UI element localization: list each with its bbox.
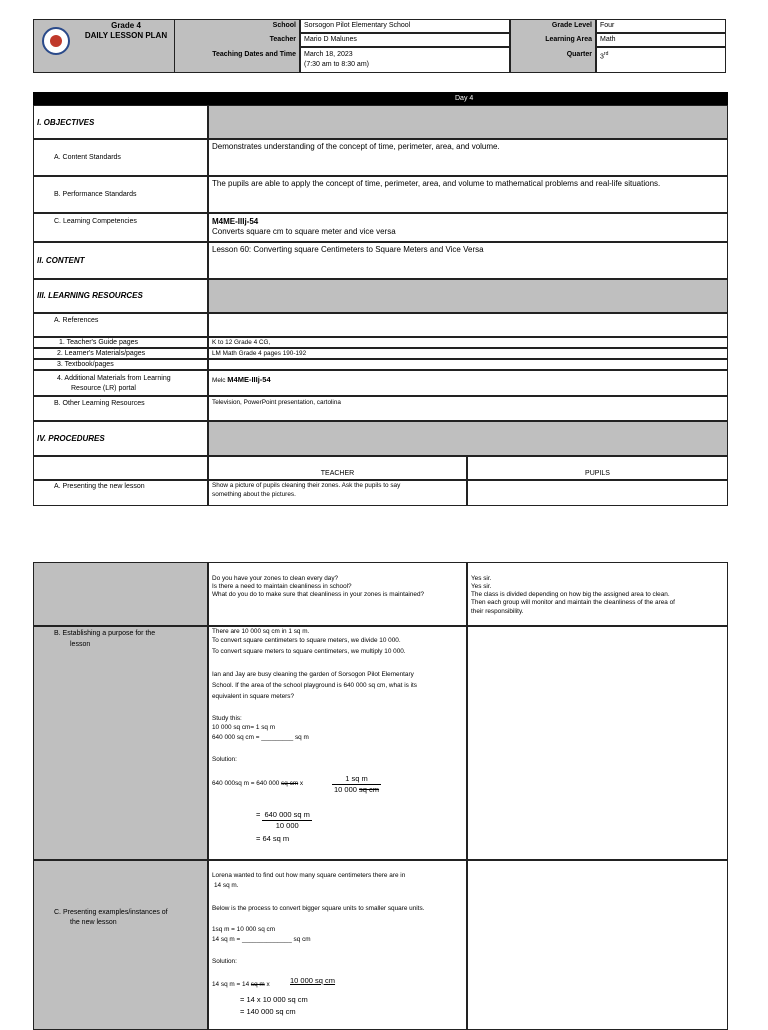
objectives-grey-row — [208, 105, 728, 139]
q3: What do you do to make sure that cleanliness in your zones is maintained? — [212, 591, 425, 598]
additional-code: M4ME-IIIj-54 — [227, 375, 271, 384]
b2: To convert square centimeters to square meters, we divide 10 000. — [212, 637, 401, 644]
row-resources-right — [208, 279, 728, 313]
c-fraction-num: 10 000 sq cm — [290, 976, 336, 985]
b-fraction — [332, 774, 381, 795]
school-label: School — [272, 22, 296, 29]
content-standards-value: Demonstrates understanding of the concept of time, perimeter, area, and volume. — [212, 142, 500, 151]
c5: 14 sq m = ______________ sq cm — [212, 936, 311, 943]
c9: = 140 000 sq cm — [240, 1007, 296, 1016]
quarter-cell — [596, 47, 726, 73]
references-label: A. References — [54, 317, 99, 324]
row-textbook-right — [208, 359, 728, 370]
c2: 14 sq m. — [214, 882, 239, 889]
additional-prefix: Melc — [212, 377, 226, 384]
a-label: A. Presenting the new lesson — [54, 483, 145, 490]
grade-level-label: Grade Level — [551, 22, 592, 29]
content-title: II. CONTENT — [37, 256, 85, 265]
p2-left-b — [33, 626, 208, 860]
c1: Lorena wanted to find out how many square centimeters there are in — [212, 872, 406, 879]
time-value: (7:30 am to 8:30 am) — [304, 61, 369, 68]
lm-value: LM Math Grade 4 pages 190-192 — [212, 350, 307, 357]
additional-value — [212, 376, 271, 385]
b11-x: x — [298, 780, 304, 787]
school-value: Sorsogon Pilot Elementary School — [304, 22, 411, 29]
performance-value: The pupils are able to apply the concept of time, perimeter, area, and volume to mathematical problems and real-life situations. — [212, 179, 661, 188]
lm-label: 2. Learner's Materials/pages — [57, 350, 146, 357]
p3: The class is divided depending on how big the assigned area to clean. — [471, 591, 670, 598]
a-teacher-2: something about the pictures. — [212, 491, 296, 498]
row-procedures-right — [208, 421, 728, 456]
p5: their responsibility. — [471, 608, 524, 615]
teacher-label: Teacher — [269, 36, 296, 43]
p4: Then each group will monitor and maintain the cleanliness of the area of — [471, 599, 675, 606]
c7-strike: sq m — [250, 981, 265, 988]
lesson-title: Lesson 60: Converting square Centimeters to Square Meters and Vice Versa — [212, 245, 484, 254]
content-standards-label: A. Content Standards — [54, 154, 121, 161]
quarter-sup: rd — [603, 51, 609, 57]
b4: Ian and Jay are busy cleaning the garden of Sorsogon Pilot Elementary — [212, 671, 414, 678]
competencies-label: C. Learning Competencies — [54, 218, 137, 225]
grade-level-cell — [596, 19, 726, 33]
b-frac-den-strike: sq cm — [359, 785, 380, 794]
c7 — [212, 981, 270, 989]
other-label: B. Other Learning Resources — [54, 400, 145, 407]
row-references-right — [208, 313, 728, 337]
c7-pre: 14 sq m = 14 — [212, 981, 251, 988]
grade-level-value: Four — [600, 22, 615, 29]
row-a-pupils — [467, 480, 728, 506]
b8: 10 000 sq cm= 1 sq m — [212, 724, 276, 731]
b10: Solution: — [212, 756, 237, 763]
additional-label-1: 4. Additional Materials from Learning — [57, 375, 171, 382]
additional-label-2: Resource (LR) portal — [71, 385, 136, 392]
b1: There are 10 000 sq cm in 1 sq m. — [212, 628, 310, 635]
dates-label: Teaching Dates and Time — [212, 51, 296, 58]
b12 — [256, 810, 312, 831]
c-label-1: C. Presenting examples/instances of — [54, 909, 168, 916]
p1: Yes sir. — [471, 575, 492, 582]
p2-left-c — [33, 860, 208, 1030]
b11-pre: 640 000sq m = 640 000 — [212, 780, 282, 787]
c-label-2: the new lesson — [70, 919, 117, 926]
q2: Is there a need to maintain cleanliness in school? — [212, 583, 352, 590]
procedures-title: IV. PROCEDURES — [37, 434, 105, 443]
other-value: Television, PowerPoint presentation, cartolina — [212, 399, 341, 406]
c3: Below is the process to convert bigger square units to smaller square units. — [212, 905, 425, 912]
learning-area-label: Learning Area — [545, 36, 592, 43]
competencies-code: M4ME-IIIj-54 — [212, 217, 259, 226]
b9: 640 000 sq cm = _________ sq m — [212, 734, 309, 741]
deped-seal-icon — [42, 27, 70, 55]
teacher-header: TEACHER — [320, 470, 355, 477]
teacher-value: Mario D Malunes — [304, 36, 357, 43]
row-additional-right — [208, 370, 728, 396]
pupils-header: PUPILS — [585, 470, 610, 477]
dates-value: March 18, 2023 — [304, 51, 353, 58]
plan-title: DAILY LESSON PLAN — [84, 31, 168, 40]
b12-num: 640 000 sq m — [264, 810, 310, 819]
learning-area-value: Math — [600, 36, 616, 43]
b7: Study this: — [212, 715, 242, 722]
b6: equivalent in square meters? — [212, 693, 295, 700]
p2-pupils-c — [467, 860, 728, 1030]
b5: School. If the area of the school playground is 640 000 sq cm, what is its — [212, 682, 417, 689]
p2-pupils-b — [467, 626, 728, 860]
c4: 1sq m = 10 000 sq cm — [212, 926, 276, 933]
performance-label: B. Performance Standards — [54, 191, 137, 198]
b-frac-num: 1 sq m — [332, 774, 381, 785]
c8: = 14 x 10 000 sq cm — [240, 995, 308, 1004]
b11 — [212, 780, 303, 788]
q1: Do you have your zones to clean every day? — [212, 575, 339, 582]
textbook-label: 3. Textbook/pages — [57, 361, 114, 368]
b12-den: 10 000 — [275, 821, 299, 830]
c6: Solution: — [212, 958, 237, 965]
row-headers-left — [33, 456, 208, 480]
b11-strike: sq cm — [281, 780, 299, 787]
b13: = 64 sq m — [256, 834, 290, 843]
grade-title: Grade 4 — [111, 21, 141, 30]
row-tg-right — [208, 337, 728, 348]
b3: To convert square meters to square centimeters, we multiply 10 000. — [212, 648, 406, 655]
p2-teacher-b — [208, 626, 467, 860]
competencies-value: Converts square cm to square meter and vice versa — [212, 227, 396, 236]
day-label: Day 4 — [455, 95, 474, 102]
c7-x: x — [264, 981, 270, 988]
p2-teacher-c — [208, 860, 467, 1030]
b-label-1: B. Establishing a purpose for the — [54, 630, 156, 637]
quarter-label: Quarter — [566, 51, 592, 58]
tg-value: K to 12 Grade 4 CG, — [212, 339, 271, 346]
p2: Yes sir. — [471, 583, 492, 590]
b-label-2: lesson — [70, 641, 91, 648]
quarter-value — [600, 50, 608, 61]
day-bar — [33, 92, 728, 105]
b-frac-den-pre: 10 000 — [334, 785, 360, 794]
resources-title: III. LEARNING RESOURCES — [37, 291, 143, 300]
quarter-number: 3 — [600, 53, 604, 61]
objectives-title: I. OBJECTIVES — [37, 118, 95, 127]
b12-eq: = — [256, 810, 263, 819]
a-teacher-1: Show a picture of pupils cleaning their zones. Ask the pupils to say — [212, 482, 401, 489]
tg-label: 1. Teacher's Guide pages — [59, 339, 139, 346]
p2-left-top — [33, 562, 208, 626]
